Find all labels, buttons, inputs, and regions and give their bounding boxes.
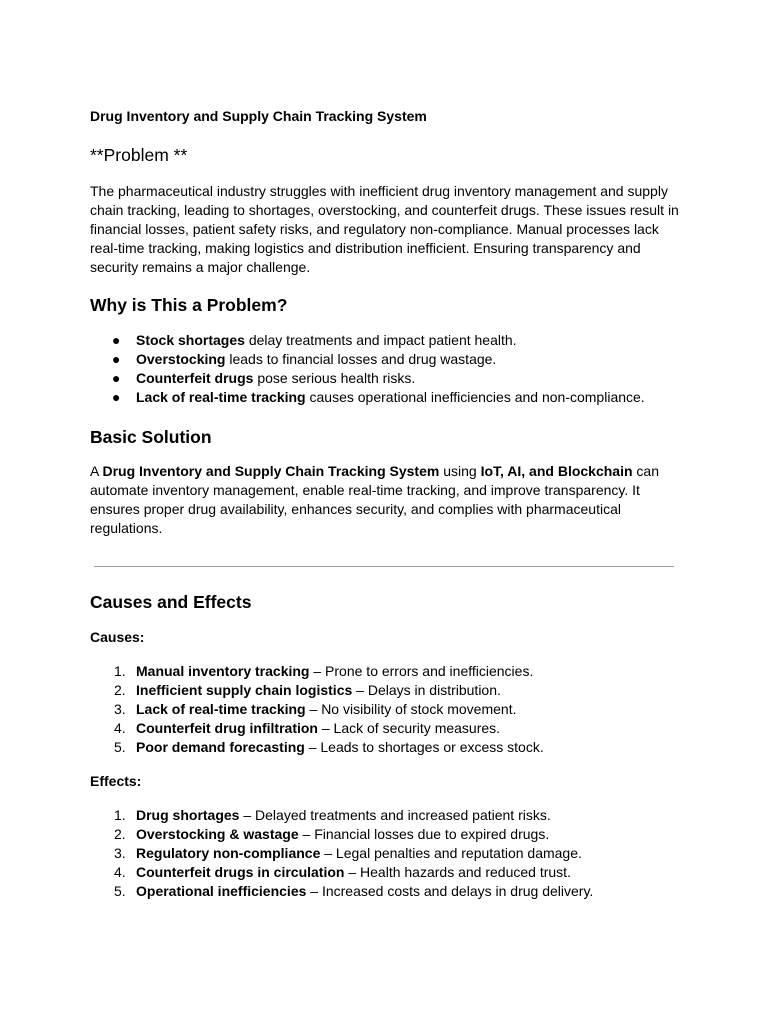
- list-item: 3. Lack of real-time tracking – No visibility of stock movement.: [114, 701, 517, 717]
- list-item: 4. Counterfeit drug infiltration – Lack of security measures.: [114, 720, 501, 736]
- why-heading: Why is This a Problem?: [90, 295, 288, 315]
- paragraph-line: financial losses, patient safety risks, and regulatory non-compliance. Manual processes lack: [90, 221, 659, 237]
- horizontal-divider: [94, 566, 674, 567]
- list-item: 1. Manual inventory tracking – Prone to errors and inefficiencies.: [114, 663, 534, 679]
- problem-heading: **Problem **: [90, 145, 188, 165]
- list-number: 3.: [114, 845, 126, 861]
- list-item: ● Overstocking leads to financial losses and drug wastage.: [112, 351, 497, 367]
- list-number: 2.: [114, 682, 126, 698]
- bullet-icon: ●: [112, 370, 121, 386]
- problem-paragraph: [90, 182, 680, 277]
- list-item: ● Counterfeit drugs pose serious health risks.: [112, 370, 416, 386]
- paragraph-line: A Drug Inventory and Supply Chain Tracking System using IoT, AI, and Blockchain can: [90, 463, 659, 479]
- list-number: 2.: [114, 826, 126, 842]
- list-item: 3. Regulatory non-compliance – Legal penalties and reputation damage.: [114, 845, 582, 861]
- list-number: 3.: [114, 701, 126, 717]
- solution-paragraph: [90, 462, 680, 538]
- bullet-icon: ●: [112, 332, 121, 348]
- bullet-icon: ●: [112, 389, 121, 405]
- paragraph-line: regulations.: [90, 520, 163, 536]
- causes-effects-heading: Causes and Effects: [90, 592, 252, 612]
- list-item: ● Stock shortages delay treatments and impact patient health.: [112, 332, 517, 348]
- list-number: 5.: [114, 739, 126, 755]
- bullet-icon: ●: [112, 351, 121, 367]
- list-number: 1.: [114, 807, 126, 823]
- paragraph-line: automate inventory management, enable real-time tracking, and improve transparency. It: [90, 482, 640, 498]
- solution-heading: Basic Solution: [90, 427, 212, 447]
- paragraph-line: security remains a major challenge.: [90, 259, 311, 275]
- effects-label: Effects:: [90, 773, 142, 789]
- list-item: 5. Poor demand forecasting – Leads to shortages or excess stock.: [114, 739, 544, 755]
- list-item: 2. Inefficient supply chain logistics – Delays in distribution.: [114, 682, 501, 698]
- list-number: 4.: [114, 864, 126, 880]
- list-number: 4.: [114, 720, 126, 736]
- list-number: 1.: [114, 663, 126, 679]
- list-item: 5. Operational inefficiencies – Increased costs and delays in drug delivery.: [114, 883, 594, 899]
- list-item: 2. Overstocking & wastage – Financial losses due to expired drugs.: [114, 826, 550, 842]
- causes-list: [90, 662, 544, 757]
- why-bullet-list: [90, 331, 645, 407]
- list-item: 1. Drug shortages – Delayed treatments and increased patient risks.: [114, 807, 551, 823]
- list-item: ● Lack of real-time tracking causes operational inefficiencies and non-compliance.: [112, 389, 645, 405]
- paragraph-line: chain tracking, leading to shortages, overstocking, and counterfeit drugs. These issues result in: [90, 202, 679, 218]
- document-title: Drug Inventory and Supply Chain Tracking System: [90, 108, 427, 124]
- effects-list: [90, 806, 593, 901]
- list-item: 4. Counterfeit drugs in circulation – Health hazards and reduced trust.: [114, 864, 571, 880]
- paragraph-line: ensures proper drug availability, enhances security, and complies with pharmaceutical: [90, 501, 621, 517]
- list-number: 5.: [114, 883, 126, 899]
- paragraph-line: The pharmaceutical industry struggles with inefficient drug inventory management and supply: [90, 183, 668, 199]
- paragraph-line: real-time tracking, making logistics and distribution inefficient. Ensuring transparency and: [90, 240, 641, 256]
- causes-label: Causes:: [90, 629, 145, 645]
